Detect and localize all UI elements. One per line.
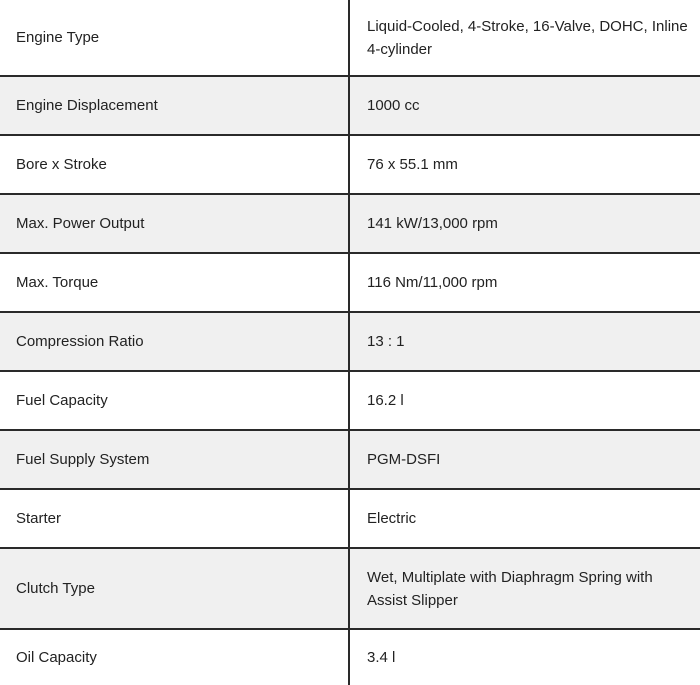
spec-value: PGM-DSFI [349, 430, 700, 489]
spec-label: Bore x Stroke [0, 135, 349, 194]
table-row [0, 135, 700, 194]
spec-value: Liquid-Cooled, 4-Stroke, 16-Valve, DOHC, Inline 4-cylinder [349, 0, 700, 76]
spec-value: 141 kW/13,000 rpm [349, 194, 700, 253]
table-row [0, 312, 700, 371]
spec-label: Compression Ratio [0, 312, 349, 371]
spec-value: 76 x 55.1 mm [349, 135, 700, 194]
spec-label: Fuel Capacity [0, 371, 349, 430]
spec-label: Starter [0, 489, 349, 548]
spec-label: Engine Type [0, 0, 349, 76]
spec-label: Oil Capacity [0, 629, 349, 685]
spec-value: Wet, Multiplate with Diaphragm Spring with Assist Slipper [349, 548, 700, 629]
spec-label: Clutch Type [0, 548, 349, 629]
table-row [0, 0, 700, 76]
spec-value: Electric [349, 489, 700, 548]
spec-value: 16.2 l [349, 371, 700, 430]
table-row [0, 548, 700, 629]
spec-label: Engine Displacement [0, 76, 349, 135]
spec-value: 13 : 1 [349, 312, 700, 371]
spec-label: Fuel Supply System [0, 430, 349, 489]
spec-value: 3.4 l [349, 629, 700, 685]
table-row [0, 76, 700, 135]
spec-label: Max. Torque [0, 253, 349, 312]
table-row [0, 489, 700, 548]
spec-value: 1000 cc [349, 76, 700, 135]
spec-value: 116 Nm/11,000 rpm [349, 253, 700, 312]
table-row [0, 430, 700, 489]
table-row [0, 629, 700, 685]
table-row [0, 371, 700, 430]
table-row [0, 194, 700, 253]
table-row [0, 253, 700, 312]
spec-label: Max. Power Output [0, 194, 349, 253]
